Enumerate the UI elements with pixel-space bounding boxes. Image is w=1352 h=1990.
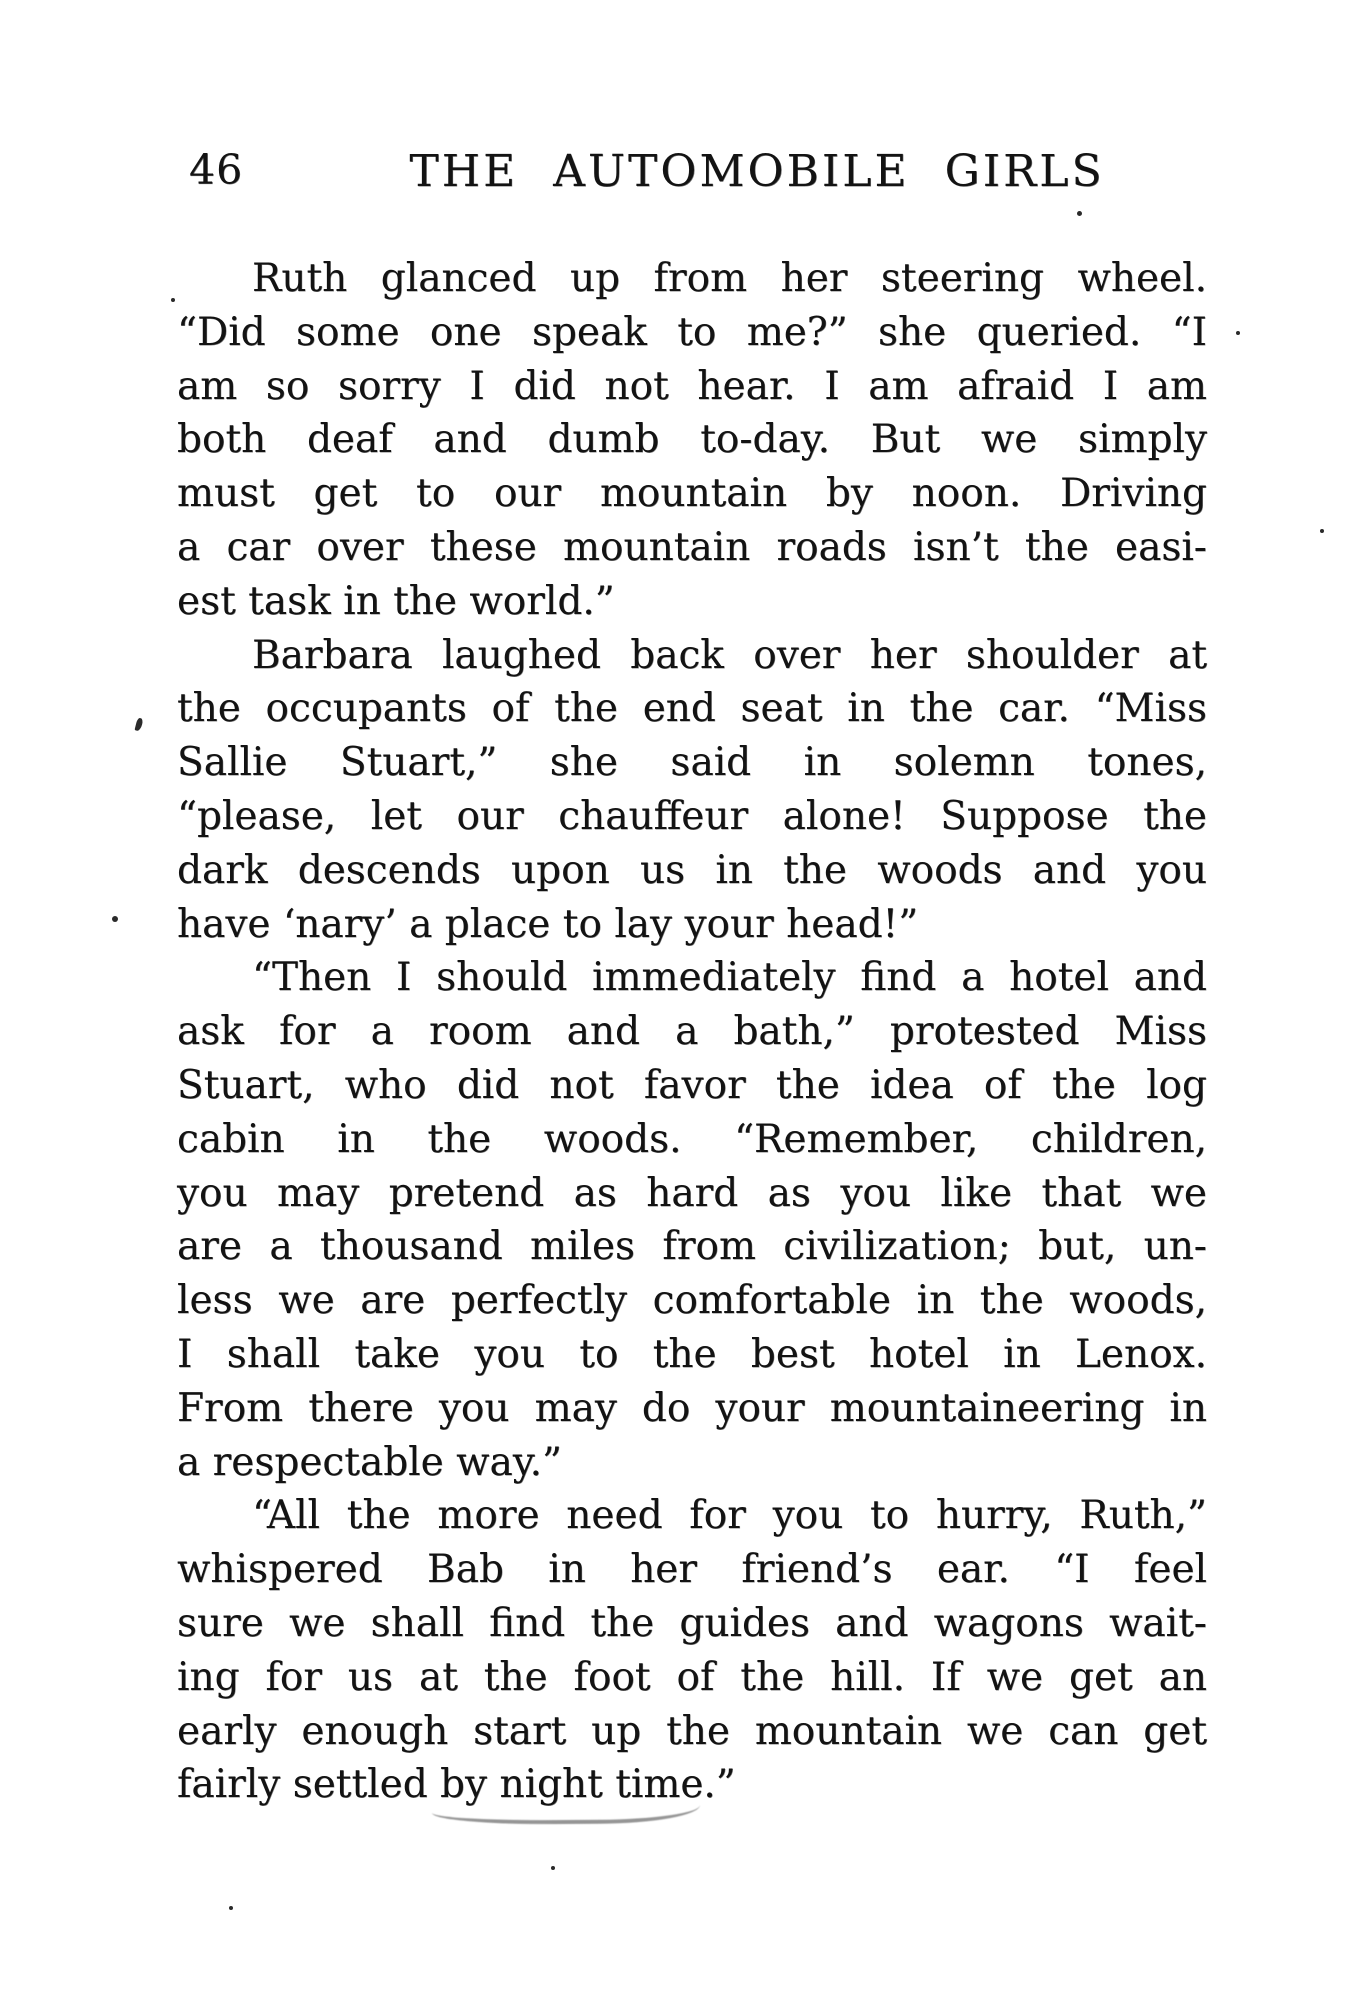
scan-speck xyxy=(135,717,144,731)
scan-speck xyxy=(112,916,118,922)
page-title: THE AUTOMOBILE GIRLS xyxy=(409,146,1105,197)
text-line: From there you may do your mountaineering in xyxy=(177,1385,1207,1431)
text-line: both deaf and dumb to-day. But we simply xyxy=(177,417,1207,463)
text-line: I shall take you to the best hotel in Lenox. xyxy=(177,1331,1207,1377)
scan-speck xyxy=(1236,331,1240,335)
text-line: “All the more need for you to hurry, Ruth,” xyxy=(252,1493,1207,1539)
paragraph xyxy=(177,1489,1207,1812)
paragraph xyxy=(177,951,1207,1489)
text-line: est task in the world.” xyxy=(177,578,615,624)
text-line: are a thousand miles from civilization; but, un- xyxy=(177,1224,1207,1270)
text-line: fairly settled by night time.” xyxy=(177,1762,736,1808)
text-line: must get to our mountain by noon. Driving xyxy=(177,471,1207,517)
text-line: Stuart, who did not favor the idea of the log xyxy=(177,1062,1207,1108)
text-line: have ‘nary’ a place to lay your head!” xyxy=(177,901,919,947)
scan-speck xyxy=(171,298,175,302)
text-line: ing for us at the foot of the hill. If we get an xyxy=(177,1654,1207,1700)
running-head xyxy=(177,146,1207,197)
text-line: whispered Bab in her friend’s ear. “I feel xyxy=(177,1547,1207,1593)
text-line: a car over these mountain roads isn’t the easi- xyxy=(177,524,1207,570)
paragraph xyxy=(177,252,1207,629)
text-line: am so sorry I did not hear. I am afraid I am xyxy=(177,363,1207,409)
text-line: “Then I should immediately find a hotel and xyxy=(252,955,1207,1001)
scan-speck xyxy=(1077,211,1082,216)
scan-speck xyxy=(1320,529,1324,533)
text-line: Barbara laughed back over her shoulder at xyxy=(252,632,1207,678)
text-line: Ruth glanced up from her steering wheel. xyxy=(252,256,1207,301)
ink-smudge xyxy=(432,1805,700,1825)
text-line: Sallie Stuart,” she said in solemn tones, xyxy=(177,740,1207,786)
text-line: the occupants of the end seat in the car. “Miss xyxy=(177,686,1207,732)
scan-speck xyxy=(551,1866,555,1870)
paragraph xyxy=(177,629,1207,952)
text-line: dark descends upon us in the woods and you xyxy=(177,847,1207,893)
text-line: sure we shall find the guides and wagons wait- xyxy=(177,1600,1207,1646)
text-line: ask for a room and a bath,” protested Miss xyxy=(177,1009,1207,1055)
page-number: 46 xyxy=(189,146,244,194)
text-line: a respectable way.” xyxy=(177,1439,562,1485)
text-block xyxy=(177,252,1207,1812)
text-line: you may pretend as hard as you like that we xyxy=(177,1170,1207,1216)
text-line: cabin in the woods. “Remember, children, xyxy=(177,1116,1207,1162)
text-line: “Did some one speak to me?” she queried. “I xyxy=(177,309,1207,355)
text-line: “please, let our chauffeur alone! Suppose the xyxy=(177,793,1207,839)
text-line: early enough start up the mountain we can get xyxy=(177,1708,1207,1754)
scan-speck xyxy=(229,1906,233,1910)
text-line: less we are perfectly comfortable in the woods, xyxy=(177,1278,1207,1324)
